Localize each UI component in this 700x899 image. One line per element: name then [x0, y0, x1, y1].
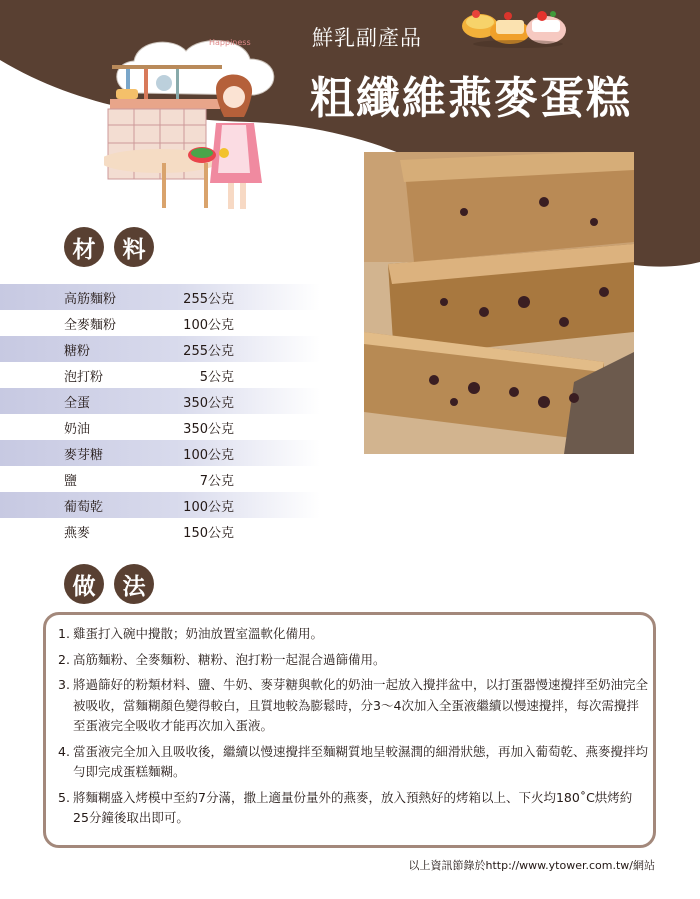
step-text: 將過篩好的粉類材料、鹽、牛奶、麥芽糖與軟化的奶油一起放入攪拌盆中，以打蛋器慢速攪拌至奶油完全被吸收，當麵糊顏色變得較白，且質地較為膨鬆時，分3～4次加入全蛋液繼續以慢速攪拌，每次需攪拌至蛋液完全吸收才能再次加入蛋液。	[73, 677, 649, 733]
ingredients-heading	[64, 227, 154, 267]
step-number: 4.	[58, 743, 70, 759]
ingredient-qty: 255公克	[183, 344, 234, 359]
recipe-title: 粗纖維燕麥蛋糕	[310, 73, 632, 124]
method-heading-char: 法	[114, 564, 154, 604]
step-item	[58, 624, 648, 645]
ingredient-name: 奶油	[64, 422, 91, 437]
ingredient-name: 全麥麵粉	[64, 318, 117, 333]
source-footer: 以上資訊節錄於http://www.ytower.com.tw/網站	[408, 859, 655, 872]
step-item	[58, 675, 648, 737]
ingredient-row	[0, 336, 320, 362]
ingredient-row	[0, 440, 320, 466]
step-number: 5.	[58, 789, 70, 805]
step-text: 將麵糊盛入烤模中至約7分滿，撒上適量份量外的燕麥，放入預熱好的烤箱以上、下火均180˚C烘烤約25分鐘後取出即可。	[73, 789, 633, 825]
ingredient-row	[0, 362, 320, 388]
ingredient-row	[0, 518, 320, 544]
ingredient-name: 糖粉	[64, 344, 91, 359]
step-item	[58, 788, 648, 829]
ingredients-heading-char: 料	[114, 227, 154, 267]
ingredient-list	[0, 284, 320, 544]
ingredient-qty: 100公克	[183, 448, 234, 463]
ingredient-row	[0, 466, 320, 492]
ingredient-row	[0, 284, 320, 310]
ingredient-qty: 5公克	[199, 370, 234, 385]
ingredient-qty: 7公克	[199, 474, 234, 489]
ingredient-qty: 150公克	[183, 526, 234, 541]
step-text: 當蛋液完全加入且吸收後，繼續以慢速攪拌至麵糊質地呈較濕潤的細滑狀態，再加入葡萄乾、燕麥攪拌均勻即完成蛋糕麵糊。	[73, 743, 649, 779]
step-item	[58, 650, 648, 671]
ingredient-name: 麥芽糖	[64, 448, 104, 463]
ingredient-name: 泡打粉	[64, 370, 104, 385]
step-number: 2.	[58, 651, 70, 667]
step-item	[58, 742, 648, 783]
ingredient-row	[0, 414, 320, 440]
ingredient-row	[0, 492, 320, 518]
step-number: 1.	[58, 626, 70, 641]
cake-photo	[364, 152, 634, 454]
step-list	[58, 624, 648, 834]
cakes-icon	[458, 2, 578, 50]
method-heading	[64, 564, 154, 604]
ingredient-qty: 350公克	[183, 396, 234, 411]
ingredient-name: 燕麥	[64, 526, 91, 541]
ingredient-row	[0, 388, 320, 414]
step-text: 高筋麵粉、全麥麵粉、糖粉、泡打粉一起混合過篩備用。	[73, 651, 386, 667]
ingredient-qty: 350公克	[183, 422, 234, 437]
kitchen-illustration	[104, 33, 284, 218]
ingredient-name: 高筋麵粉	[64, 292, 117, 307]
ingredient-name: 鹽	[64, 474, 78, 489]
ingredient-qty: 255公克	[183, 292, 234, 307]
step-number: 3.	[58, 677, 70, 692]
recipe-category: 鮮乳副產品	[312, 26, 422, 50]
ingredient-qty: 100公克	[183, 318, 234, 333]
illustration-text: Happiness	[209, 38, 251, 47]
method-heading-char: 做	[64, 564, 104, 604]
step-text: 雞蛋打入碗中攪散；奶油放置室溫軟化備用。	[73, 626, 324, 641]
ingredients-heading-char: 材	[64, 227, 104, 267]
ingredient-name: 葡萄乾	[64, 500, 104, 515]
ingredient-name: 全蛋	[64, 396, 91, 411]
ingredient-qty: 100公克	[183, 500, 234, 515]
ingredient-row	[0, 310, 320, 336]
